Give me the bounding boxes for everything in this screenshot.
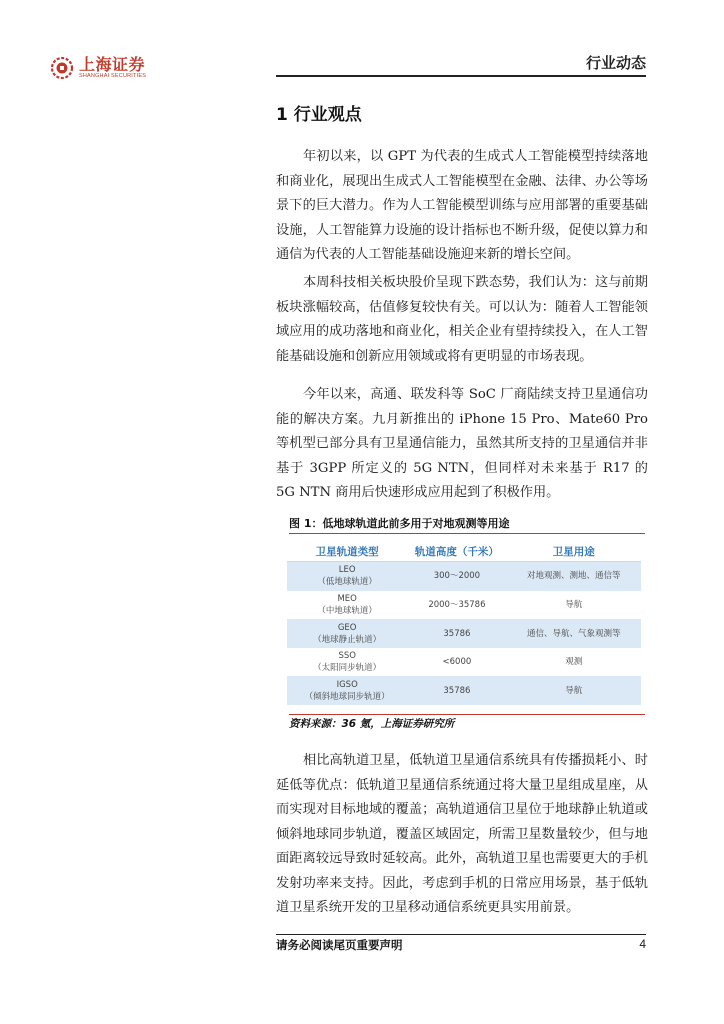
logo-english-name: SHANGHAI SECURITIES	[79, 73, 147, 79]
figure-bottom-rule	[289, 714, 645, 715]
orbit-altitude-cell: 300～2000	[407, 562, 506, 591]
orbit-altitude-cell: 35786	[407, 619, 506, 648]
paragraph-4: 相比高轨道卫星，低轨道卫星通信系统具有传播损耗小、时延低等优点：低轨道卫星通信系统通过将大量卫星组成星座，从而实现对目标地域的覆盖；高轨道通信卫星位于地球静止轨道或倾斜地球同步轨道，覆盖区域固定，所需卫星数量较少，但与地面距离较远导致时延较高。此外，高轨道卫星也需要更大的手机发射功率来支持。因此，考虑到手机的日常应用场景，基于低轨道卫星系统开发的卫星移动通信系统更具实用前景。	[276, 753, 648, 915]
table-row	[287, 562, 641, 591]
orbit-use-cell: 观测	[506, 648, 641, 677]
orbit-type-cell	[287, 619, 407, 648]
figure-source: 资料来源：36 氪，上海证券研究所	[289, 718, 455, 730]
orbit-use-cell: 通信、导航、气象观测等	[506, 619, 641, 648]
page-number: 4	[639, 937, 646, 951]
orbit-type-cell	[287, 591, 407, 620]
orbit-type-name: （太阳同步轨道）	[313, 663, 382, 674]
table-header-cell: 卫星轨道类型	[287, 541, 407, 562]
table-row	[287, 676, 641, 705]
company-logo	[50, 56, 146, 80]
orbit-type-code: LEO	[338, 565, 356, 576]
paragraph-1: 年初以来，以 GPT 为代表的生成式人工智能模型持续落地和商业化，展现出生成式人工智能模型在金融、法律、办公等场景下的巨大潜力。作为人工智能模型训练与应用部署的重要基础设施，人工智能算力设施的设计指标也不断升级，促使以算力和通信为代表的人工智能基础设施迎来新的增长空间。	[276, 149, 648, 262]
orbit-altitude-cell: 2000～35786	[407, 591, 506, 620]
disclaimer-note: 请务必阅读尾页重要声明	[276, 938, 403, 952]
orbit-type-cell	[287, 676, 407, 705]
orbit-type-code: MEO	[337, 593, 357, 604]
orbit-table	[287, 541, 641, 705]
figure-title: 图 1：低地球轨道此前多用于对地观测等用途	[289, 517, 510, 530]
orbit-use-cell: 导航	[506, 591, 641, 620]
table-header-cell: 卫星用途	[506, 541, 641, 562]
logo-chinese-name: 上海证券	[79, 55, 146, 74]
orbit-type-name: （中地球轨道）	[317, 605, 377, 616]
figure-top-rule	[289, 533, 645, 534]
paragraph-2: 本周科技相关板块股价呈现下跌态势，我们认为：这与前期板块涨幅较高，估值修复较快有关。可以认为：随着人工智能领域应用的成功落地和商业化，相关企业有望持续投入，在人工智能基础设施和创新应用领域或将有更明显的市场表现。	[276, 275, 648, 364]
document-type: 行业动态	[585, 54, 646, 72]
orbit-type-code: GEO	[337, 622, 357, 633]
orbit-use-cell: 导航	[506, 676, 641, 705]
orbit-altitude-cell: 35786	[407, 676, 506, 705]
orbit-type-code: IGSO	[336, 679, 358, 690]
orbit-type-cell	[287, 562, 407, 591]
table-row	[287, 619, 641, 648]
footer-rule	[276, 934, 646, 935]
table-header-cell: 轨道高度（千米）	[407, 541, 506, 562]
logo-mark-icon	[50, 56, 74, 80]
orbit-type-code: SSO	[338, 651, 356, 662]
orbit-type-name: （低地球轨道）	[317, 577, 377, 588]
paragraph-3: 今年以来，高通、联发科等 SoC 厂商陆续支持卫星通信功能的解决方案。九月新推出的 iPhone 15 Pro、Mate60 Pro 等机型已部分具有卫星通信能力，虽然其所支持的卫星通信并非基于 3GPP 所定义的 5G NTN，但同样对未来基于 R17 的 5G NTN 商用后快速形成应用起到了积极作用。	[276, 387, 648, 500]
orbit-use-cell: 对地观测、测地、通信等	[506, 562, 641, 591]
table-row	[287, 591, 641, 620]
orbit-type-name: （倾斜地球同步轨道）	[304, 691, 390, 702]
orbit-type-name: （地球静止轨道）	[313, 634, 382, 645]
orbit-type-cell	[287, 648, 407, 677]
section-title: 1 行业观点	[276, 105, 362, 125]
orbit-altitude-cell: <6000	[407, 648, 506, 677]
table-header-row	[287, 541, 641, 562]
table-row	[287, 648, 641, 677]
header-rule	[276, 75, 646, 77]
